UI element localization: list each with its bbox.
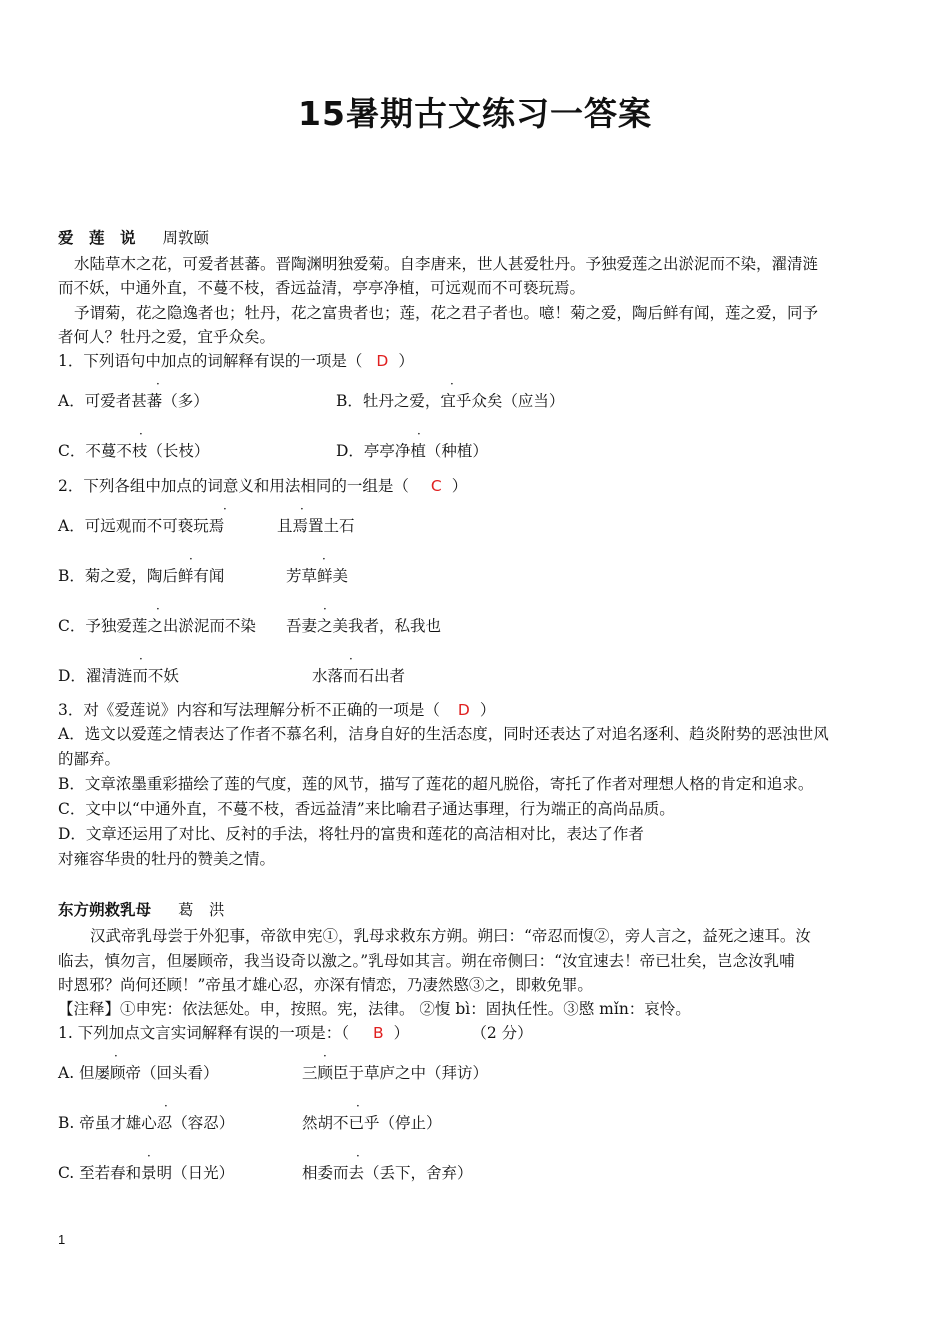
section2-author: 葛 洪 (177, 901, 225, 919)
s1-q2-d1: D．濯清涟而不妖 (58, 667, 179, 685)
s2-q1-b2: 然胡不已乎（停止） (302, 1114, 442, 1132)
section2-p-line1: 汉武帝乳母尝于外犯事，帝欲申宪①，乳母求救东方朔。朔曰：“帝忍而愎②，旁人言之，益死之速耳。汝 (90, 927, 811, 945)
emphasis-dot: · (156, 377, 160, 391)
section1-heading (58, 226, 209, 250)
s1-q3-answer: D (457, 701, 470, 719)
emphasis-dot: · (356, 1099, 360, 1113)
s1-q1-option-c: C．不蔓不枝（长枝） (58, 442, 210, 460)
s1-q2-c2: 吾妻之美我者，私我也 (286, 617, 442, 635)
section1-p1-line2: 而不妖，中通外直，不蔓不枝，香远益清，亭亭净植，可远观而不可亵玩焉。 (58, 279, 586, 297)
s1-q1-text: 1．下列语句中加点的词解释有误的一项是（ (58, 352, 363, 370)
emphasis-dot: · (349, 652, 353, 666)
section1-author: 周敦颐 (162, 229, 209, 247)
s2-q1-a2: 三顾臣于草庐之中（拜访） (302, 1064, 489, 1082)
s1-q1-option-b: B．牡丹之爱，宜乎众矣（应当） (336, 392, 565, 410)
s1-q2-text: 2．下列各组中加点的词意义和用法相同的一组是（ (58, 477, 409, 495)
s1-q2-d2: 水落而石出者 (312, 667, 406, 685)
section1-p1-line1: 水陆草木之花，可爱者甚蕃。晋陶渊明独爱菊。自李唐来，世人甚爱牡丹。予独爱莲之出淤泥而不染，濯清涟 (74, 255, 819, 273)
s2-q1-c1: C. 至若春和景明（日光） (58, 1164, 235, 1182)
s1-q2-b2: 芳草鲜美 (286, 567, 349, 585)
emphasis-dot: · (450, 377, 454, 391)
section2-heading (58, 898, 224, 922)
emphasis-dot: · (147, 1149, 151, 1163)
emphasis-dot: · (417, 427, 421, 441)
emphasis-dot: · (139, 427, 143, 441)
emphasis-dot: · (322, 552, 326, 566)
s1-q2-close: ） (451, 477, 468, 495)
s2-q1-b1: B. 帝虽才雄心忍（容忍） (58, 1114, 235, 1132)
s1-q3-option-c: C．文中以“中通外直，不蔓不枝，香远益清”来比喻君子通达事理，行为端正的高尚品质。 (58, 800, 675, 818)
page-number: 1 (58, 1232, 66, 1247)
emphasis-dot: · (356, 1149, 360, 1163)
section1-p2-line2: 者何人？牡丹之爱，宜乎众矣。 (58, 328, 276, 346)
emphasis-dot: · (114, 1049, 118, 1063)
s1-q1-stem (58, 349, 414, 373)
s1-q3-close: ） (479, 701, 496, 719)
emphasis-dot: · (139, 652, 143, 666)
emphasis-dot: · (300, 502, 304, 516)
section1-title: 爱 莲 说 (58, 228, 136, 247)
emphasis-dot: · (223, 502, 227, 516)
s1-q2-c1: C．予独爱莲之出淤泥而不染 (58, 617, 256, 635)
s1-q1-option-d: D．亭亭净植（种植） (336, 442, 488, 460)
s1-q2-stem (58, 474, 467, 498)
s2-q1-text: 1. 下列加点文言实词解释有误的一项是：（ (58, 1024, 349, 1042)
s1-q1-option-a: A．可爱者甚蕃（多） (58, 392, 209, 410)
s1-q2-answer: C (430, 477, 442, 495)
s2-q1-stem (58, 1021, 533, 1045)
s2-q1-close: ） (393, 1024, 410, 1042)
s1-q3-option-d-line2: 对雍容华贵的牡丹的赞美之情。 (58, 850, 276, 868)
s1-q3-option-d-line1: D．文章还运用了对比、反衬的手法，将牡丹的富贵和莲花的高洁相对比，表达了作者 (58, 825, 644, 843)
emphasis-dot: · (323, 1049, 327, 1063)
emphasis-dot: · (156, 602, 160, 616)
s1-q3-stem (58, 698, 495, 722)
emphasis-dot: · (189, 552, 193, 566)
s1-q2-b1: B．菊之爱，陶后鲜有闻 (58, 567, 225, 585)
s1-q2-a1: A．可远观而不可亵玩焉 (58, 517, 225, 535)
s1-q3-option-a-line1: A．选文以爱莲之情表达了作者不慕名利，洁身自好的生活态度，同时还表达了对追名逐利、趋炎附势的恶浊世风 (58, 725, 829, 743)
s1-q1-close: ） (398, 352, 414, 370)
s1-q3-option-b: B．文章浓墨重彩描绘了莲的气度，莲的风节，描写了莲花的超凡脱俗，寄托了作者对理想人格的肯定和追求。 (58, 775, 814, 793)
s2-q1-a1: A. 但屡顾帝（回头看） (58, 1064, 219, 1082)
emphasis-dot: · (164, 1099, 168, 1113)
s2-q1-score: （2 分） (479, 1024, 533, 1042)
s1-q3-text: 3．对《爱莲说》内容和写法理解分析不正确的一项是（ (58, 701, 440, 719)
section1-p2-line1: 予谓菊，花之隐逸者也；牡丹，花之富贵者也；莲，花之君子者也。噫！菊之爱，陶后鲜有闻，莲之爱，同予 (74, 304, 819, 322)
section2-title: 东方朔救乳母 (58, 900, 152, 919)
s1-q2-a2: 且焉置土石 (277, 517, 355, 535)
section2-note: 【注释】①申宪：依法惩处。申，按照。宪，法律。 ②愎 bì：固执任性。③愍 mǐn：哀怜。 (58, 1000, 691, 1018)
s1-q1-answer: D (376, 352, 389, 370)
s2-q1-c2: 相委而去（丢下，舍弃） (302, 1164, 473, 1182)
emphasis-dot: · (323, 602, 327, 616)
section2-p-line2: 临去，慎勿言，但屡顾帝，我当设奇以激之。”乳母如其言。朔在帝侧曰：“汝宜速去！帝已壮矣，岂念汝乳哺 (58, 952, 795, 970)
section2-p-line3: 时恩邪？尚何还顾！”帝虽才雄心忍，亦深有情恋，乃凄然愍③之，即敕免罪。 (58, 976, 593, 994)
s1-q3-option-a-line2: 的鄙弃。 (58, 750, 121, 768)
s2-q1-answer: B (372, 1024, 384, 1042)
page-title: 15暑期古文练习一答案 (298, 94, 652, 133)
